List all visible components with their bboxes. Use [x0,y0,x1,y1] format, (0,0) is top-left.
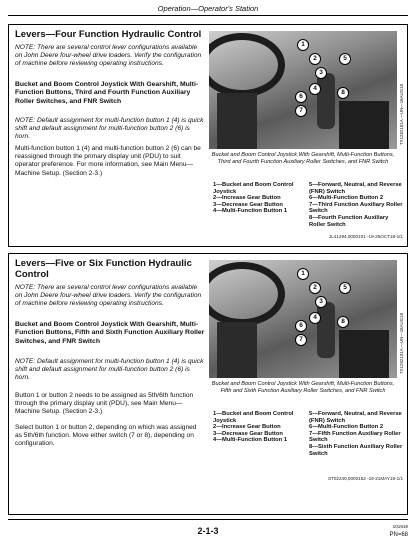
legend-item: 1—Bucket and Boom Control Joystick [213,182,294,195]
callout-1: 1 [297,39,309,51]
legend-left [213,411,305,444]
joystick-photo [209,260,397,378]
page-number: 2-1-3 [197,526,219,536]
reference-code: ST02240,0000152 -19-21MAY19-1/1 [328,476,403,481]
callout-4: 4 [309,83,321,95]
legend-item: 7—Fifth Function Auxiliary Roller Switch [309,430,401,444]
legend-left [213,182,305,215]
note-default-assignment: NOTE: Default assignment for multi-function button 1 (4) is quick shift and default assignment for multi-function button 2 (6) is horn. [15,358,204,382]
legend-right [309,411,403,457]
legend-item: 3—Decrease Gear Button [213,201,283,208]
section-title: Levers—Four Function Hydraulic Control [15,29,202,40]
footer-rule [8,519,408,520]
steering-wheel-shape [209,262,285,326]
callout-3: 3 [315,296,327,308]
legend-item: 3—Decrease Gear Button [213,430,283,437]
callout-5: 5 [339,53,351,65]
legend-item: 6—Multi-Function Button 2 [309,424,384,431]
body-text: Button 1 or button 2 needs to be assigned as 5th/6th function through the primary display unit (PDU), see Main Menu—Machine Setup. (Section 2-3.) [15,392,194,416]
running-header: Operation—Operator's Station [157,4,259,13]
page-pn: PN=68 [389,532,408,538]
callout-4: 4 [309,312,321,324]
callout-7: 7 [295,334,307,346]
legend-item: 2—Increase Gear Button [213,195,281,202]
seat-shape [217,93,257,149]
joystick-shape [317,73,335,129]
legend-item: 7—Third Function Auxiliary Roller Switch [309,201,403,215]
note-configuration: NOTE: There are several control lever configurations available on John Deere four-wheel drive loaders. Verify the configuration of machine before reviewing operating instructions. [15,44,202,68]
legend-item: 4—Multi-Function Button 1 [213,437,288,444]
callout-7: 7 [295,105,307,117]
callout-2: 2 [309,53,321,65]
legend-item: 1—Bucket and Boom Control Joystick [213,411,294,424]
joystick-photo [209,31,397,149]
note-configuration: NOTE: There are several control lever configurations available on John Deere four-wheel drive loaders. Verify the configuration of machine before reviewing operating instructions. [15,284,202,308]
callout-3: 3 [315,67,327,79]
console-shape [339,101,389,149]
legend-item: 5—Forward, Neutral, and Reverse (FNR) Switch [309,411,402,424]
legend-item: 5—Forward, Neutral, and Reverse (FNR) Switch [309,182,402,195]
header-rule [8,15,408,16]
photo-id: TX1282181A —UN—18AUG18 [399,83,404,145]
legend-item: 4—Multi-Function Button 1 [213,208,288,215]
callout-6: 6 [295,91,307,103]
callout-5: 5 [339,282,351,294]
callout-1: 1 [297,268,309,280]
callout-2: 2 [309,282,321,294]
legend-item: 8—Fourth Function Auxiliary Roller Switch [309,214,389,228]
joystick-shape [317,302,335,358]
photo-id: TX1282191A —UN—18AUG18 [399,312,404,374]
body-text: Multi-function button 1 (4) and multi-function button 2 (6) can be reassigned through the primary display unit (PDU) to suit operator preference. For more information, see Main Menu—Machine Setup. (Section 2-3.) [15,145,201,177]
callout-8: 8 [337,87,349,99]
callout-6: 6 [295,320,307,332]
figure-caption: Bucket and Boom Control Joystick With Gearshift, Multi-Function Buttons, Fifth and Sixth Function Auxiliary Roller Switches, and FNR Switch [211,381,395,394]
steering-wheel-shape [209,33,285,97]
figure-caption: Bucket and Boom Control Joystick With Gearshift, Multi-Function Buttons, Third and Fourth Function Auxiliary Roller Switches, and FNR Switch [211,152,395,165]
reference-code: JL41294,0000101 -19-25OCT18-1/1 [328,234,403,239]
callout-8: 8 [337,316,349,328]
footer-code: 101919 [392,524,408,529]
body-text: Select button 1 or button 2, depending on which was assigned as 5th/6th function. Move either switch (7 or 8), depending on configuration. [15,424,197,448]
legend-item: 8—Sixth Function Auxiliary Roller Switch [309,443,403,457]
subheading: Bucket and Boom Control Joystick With Gearshift, Multi-Function Buttons, Third and Fourth Function Auxiliary Roller Switches, and FNR Switch [15,81,199,105]
section-four-function [8,24,408,247]
note-default-assignment: NOTE: Default assignment for multi-function button 1 (4) is quick shift and default assignment for multi-function button 2 (6) is horn. [15,117,204,141]
legend-item: 6—Multi-Function Button 2 [309,195,384,202]
legend-item: 2—Increase Gear Button [213,424,281,431]
section-five-six-function [8,253,408,515]
seat-shape [217,322,257,378]
legend-right [309,182,403,228]
console-shape [339,330,389,378]
section-title: Levers—Five or Six Function Hydraulic Control [15,258,192,280]
subheading: Bucket and Boom Control Joystick With Gearshift, Multi-Function Buttons, Fifth and Sixth Function Auxiliary Roller Switches, and FNR Switch [15,321,205,345]
